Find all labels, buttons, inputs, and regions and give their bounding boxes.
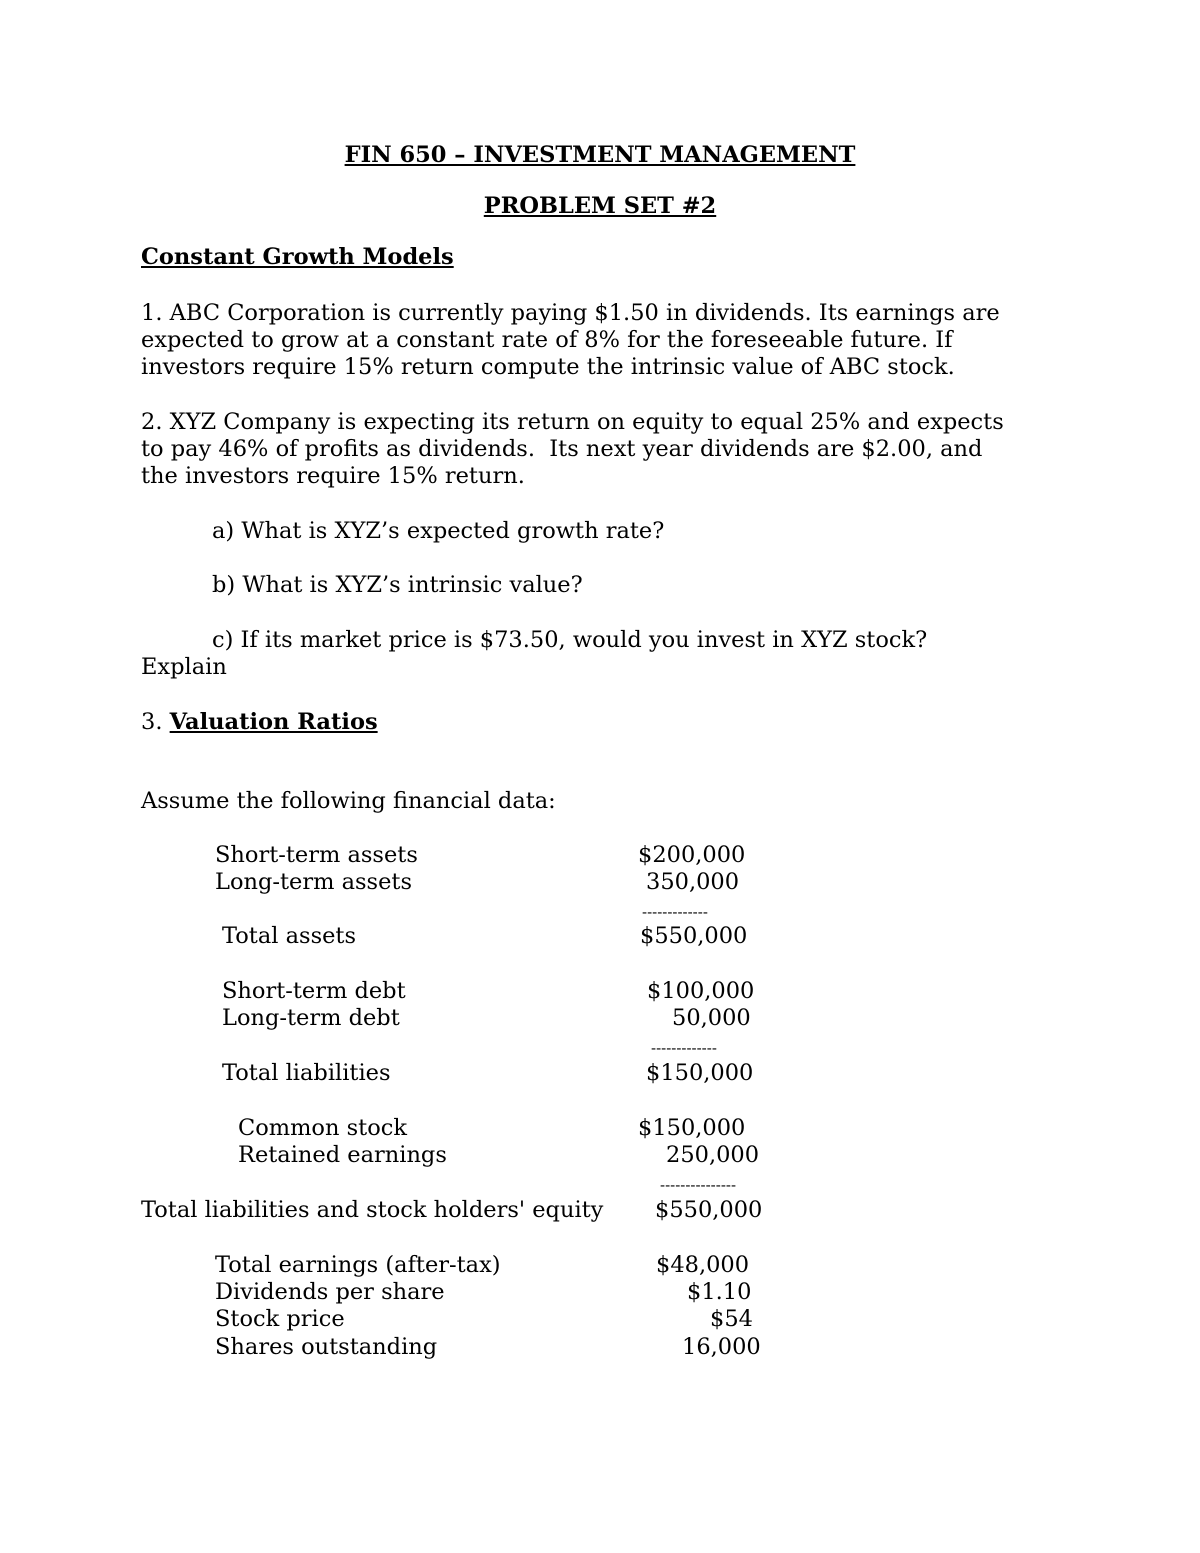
question-2b: b) What is XYZ’s intrinsic value?: [212, 572, 583, 598]
section-3-heading: [141, 709, 378, 736]
page-subtitle: PROBLEM SET #2: [483, 193, 717, 219]
row-value-shares-outstanding: 16,000: [682, 1334, 761, 1360]
row-label-total-liabilities: Total liabilities: [222, 1060, 391, 1086]
rule-assets: -------------: [642, 903, 708, 921]
row-value-total-earnings: $48,000: [656, 1252, 750, 1278]
row-label-short-term-assets: Short-term assets: [215, 842, 418, 868]
row-label-short-term-debt: Short-term debt: [222, 978, 406, 1004]
row-value-dividends-per-share: $1.10: [687, 1279, 752, 1305]
row-label-stock-price: Stock price: [215, 1306, 345, 1332]
question-2-line-3: the investors require 15% return.: [141, 463, 525, 489]
section-heading-constant-growth: Constant Growth Models: [141, 244, 454, 270]
question-1-line-1: 1. ABC Corporation is currently paying $1.50 in dividends. Its earnings are: [141, 300, 1000, 326]
question-2c: c) If its market price is $73.50, would you invest in XYZ stock?: [212, 627, 928, 653]
row-label-long-term-debt: Long-term debt: [222, 1005, 400, 1031]
question-1-line-3: investors require 15% return compute the intrinsic value of ABC stock.: [141, 354, 955, 380]
row-label-common-stock: Common stock: [238, 1115, 407, 1141]
row-label-long-term-assets: Long-term assets: [215, 869, 412, 895]
row-value-total-liabilities-equity: $550,000: [655, 1197, 763, 1223]
financial-data-intro: Assume the following financial data:: [141, 788, 556, 814]
question-1-line-2: expected to grow at a constant rate of 8% for the foreseeable future. If: [141, 327, 953, 353]
question-2a: a) What is XYZ’s expected growth rate?: [212, 518, 665, 544]
question-2c-continued: Explain: [141, 654, 227, 680]
rule-liabilities: -------------: [651, 1039, 717, 1057]
rule-equity: ---------------: [660, 1176, 737, 1194]
row-value-total-liabilities: $150,000: [646, 1060, 754, 1086]
question-2-line-2: to pay 46% of profits as dividends. Its next year dividends are $2.00, and: [141, 436, 983, 462]
row-value-long-term-debt: 50,000: [672, 1005, 751, 1031]
row-label-retained-earnings: Retained earnings: [238, 1142, 447, 1168]
section-3-number: 3.: [141, 709, 170, 735]
row-value-short-term-debt: $100,000: [647, 978, 755, 1004]
section-3-title: Valuation Ratios: [169, 709, 378, 735]
row-label-shares-outstanding: Shares outstanding: [215, 1334, 438, 1360]
question-2-line-1: 2. XYZ Company is expecting its return on equity to equal 25% and expects: [141, 409, 1004, 435]
row-label-dividends-per-share: Dividends per share: [215, 1279, 445, 1305]
row-value-common-stock: $150,000: [638, 1115, 746, 1141]
row-value-long-term-assets: 350,000: [646, 869, 740, 895]
row-value-short-term-assets: $200,000: [638, 842, 746, 868]
row-value-retained-earnings: 250,000: [666, 1142, 760, 1168]
row-value-total-assets: $550,000: [640, 923, 748, 949]
row-value-stock-price: $54: [710, 1306, 753, 1332]
page-title: FIN 650 – INVESTMENT MANAGEMENT: [344, 142, 856, 168]
row-label-total-earnings: Total earnings (after-tax): [215, 1252, 501, 1278]
row-label-total-liabilities-equity: Total liabilities and stock holders' equity: [141, 1197, 604, 1223]
row-label-total-assets: Total assets: [222, 923, 357, 949]
